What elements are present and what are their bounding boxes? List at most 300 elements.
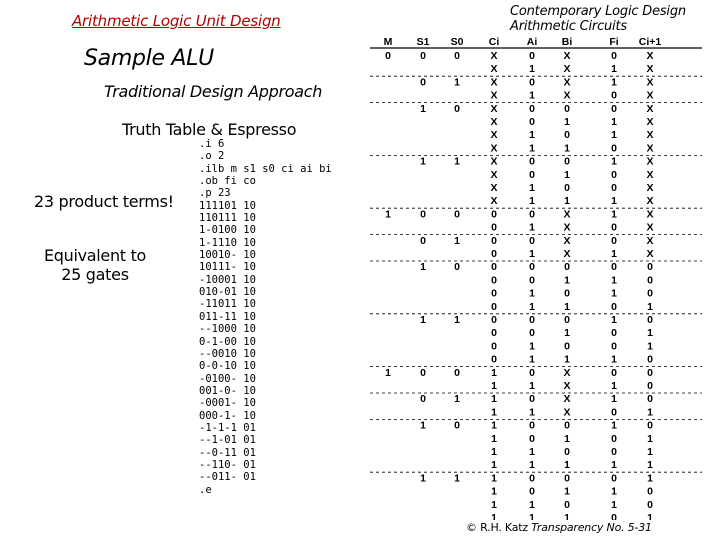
espresso-output: 01 — [243, 434, 256, 447]
table-cell: 1 — [564, 168, 570, 181]
table-cell: X — [563, 89, 571, 102]
table-cell: 0 — [454, 261, 460, 274]
table-cell: 1 — [611, 314, 617, 326]
table-cell: X — [490, 195, 498, 208]
table-cell: 0 — [564, 340, 570, 353]
espresso-line — [199, 286, 332, 298]
espresso-line — [199, 150, 332, 162]
table-cell: 0 — [647, 393, 653, 406]
table-cell: 1 — [454, 155, 460, 168]
table-cell: 0 — [491, 274, 497, 287]
espresso-line — [199, 298, 332, 310]
slide-title: Sample ALU — [84, 46, 214, 71]
table-cell: 1 — [647, 459, 653, 472]
table-cell: 0 — [529, 168, 535, 181]
table-header-cell: Bi — [561, 36, 573, 48]
espresso-term: 110111 — [199, 212, 237, 225]
table-cell: 0 — [491, 314, 497, 326]
espresso-line — [199, 261, 332, 273]
table-cell: 1 — [611, 393, 617, 406]
table-cell: 0 — [647, 314, 653, 326]
slide-subtitle: Traditional Design Approach — [104, 82, 323, 101]
espresso-output: 10 — [243, 212, 256, 225]
table-cell: 0 — [420, 366, 426, 379]
table-cell: 0 — [385, 50, 391, 62]
table-cell: 0 — [611, 512, 617, 520]
table-cell: X — [563, 393, 571, 406]
table-cell: X — [646, 168, 654, 181]
table-cell: 0 — [529, 261, 535, 274]
table-cell: 0 — [647, 261, 653, 274]
espresso-term: 1-0100 — [199, 224, 237, 237]
espresso-output: 10 — [243, 360, 256, 373]
table-cell: 0 — [647, 353, 653, 366]
table-cell: 1 — [529, 182, 535, 194]
table-cell: 0 — [420, 393, 426, 406]
table-cell: 1 — [529, 129, 535, 142]
table-cell: 1 — [491, 406, 497, 419]
espresso-term: --0-11 — [199, 446, 237, 459]
table-cell: 0 — [611, 432, 617, 445]
espresso-line — [199, 200, 332, 212]
footer — [466, 521, 652, 534]
table-cell: 1 — [647, 340, 653, 353]
header-left-title: Arithmetic Logic Unit Design — [72, 12, 281, 30]
table-header-cell: M — [383, 36, 393, 48]
table-cell: 1 — [529, 446, 535, 458]
table-cell: 1 — [647, 300, 653, 313]
espresso-line — [199, 187, 332, 199]
table-cell: 1 — [611, 485, 617, 498]
table-cell: 0 — [529, 116, 535, 128]
table-cell: 0 — [491, 327, 497, 340]
table-cell: X — [646, 129, 654, 142]
espresso-term: --0010 — [199, 347, 237, 360]
table-cell: 0 — [611, 472, 617, 485]
espresso-output: 10 — [243, 298, 256, 311]
espresso-output: 10 — [243, 310, 256, 323]
table-cell: 1 — [564, 274, 570, 287]
table-cell: 1 — [564, 353, 570, 366]
table-cell: 0 — [529, 419, 535, 432]
table-cell: 1 — [385, 208, 391, 221]
footer-author: © R.H. Katz — [466, 521, 528, 534]
table-cell: 0 — [611, 89, 617, 102]
espresso-term: 011-11 — [199, 310, 237, 323]
table-cell: 0 — [564, 102, 570, 115]
table-cell: 0 — [611, 300, 617, 313]
table-cell: X — [490, 142, 498, 155]
table-cell: 0 — [491, 340, 497, 353]
table-cell: 0 — [529, 234, 535, 247]
espresso-term: 10111- — [199, 261, 237, 274]
espresso-line — [199, 410, 332, 422]
table-cell: 0 — [611, 50, 617, 62]
espresso-line — [199, 249, 332, 261]
table-cell: 0 — [529, 485, 535, 498]
espresso-line — [199, 360, 332, 372]
table-cell: X — [646, 50, 654, 62]
table-cell: 0 — [611, 406, 617, 419]
table-cell: 0 — [454, 50, 460, 62]
espresso-output: 10 — [243, 384, 256, 397]
table-cell: X — [646, 89, 654, 102]
product-terms-note: 23 product terms! — [34, 192, 174, 211]
table-cell: X — [646, 155, 654, 168]
espresso-line — [199, 484, 332, 496]
table-cell: 1 — [611, 353, 617, 366]
header-right — [510, 4, 686, 34]
espresso-term: -10001 — [199, 273, 237, 286]
table-cell: 1 — [647, 406, 653, 419]
espresso-output: 10 — [243, 224, 256, 237]
table-cell: 0 — [420, 76, 426, 89]
table-cell: 0 — [564, 182, 570, 194]
table-cell: 0 — [611, 142, 617, 155]
equivalent-gates-note — [30, 246, 160, 284]
espresso-output: 01 — [243, 421, 256, 434]
espresso-line — [199, 323, 332, 335]
table-cell: 1 — [420, 155, 426, 168]
table-cell: 0 — [420, 208, 426, 221]
espresso-line — [199, 373, 332, 385]
table-cell: 1 — [491, 485, 497, 498]
table-cell: X — [646, 234, 654, 247]
table-cell: 1 — [454, 76, 460, 89]
table-cell: 0 — [491, 248, 497, 260]
table-cell: 1 — [647, 446, 653, 458]
espresso-output: 10 — [243, 372, 256, 385]
table-cell: 0 — [647, 274, 653, 287]
table-header-cell: S1 — [416, 36, 430, 48]
table-cell: X — [646, 182, 654, 194]
table-cell: 0 — [564, 419, 570, 432]
table-cell: 1 — [420, 419, 426, 432]
table-cell: X — [646, 116, 654, 128]
espresso-line — [199, 336, 332, 348]
espresso-line — [199, 471, 332, 483]
table-cell: 1 — [529, 287, 535, 300]
table-cell: 1 — [564, 485, 570, 498]
espresso-term: 001-0- — [199, 384, 237, 397]
table-cell: 0 — [611, 221, 617, 234]
table-cell: 0 — [564, 446, 570, 458]
espresso-term: .p 23 — [199, 187, 231, 200]
espresso-term: .e — [199, 483, 212, 496]
table-cell: 1 — [529, 380, 535, 392]
table-cell: 1 — [491, 472, 497, 485]
espresso-term: .ilb m s1 s0 ci ai bi — [199, 162, 332, 175]
table-cell: X — [646, 102, 654, 115]
table-cell: X — [563, 234, 571, 247]
espresso-line — [199, 422, 332, 434]
table-cell: 0 — [529, 472, 535, 485]
table-cell: 1 — [611, 287, 617, 300]
table-cell: 0 — [611, 366, 617, 379]
table-cell: 0 — [529, 208, 535, 221]
table-cell: 0 — [564, 498, 570, 511]
table-cell: 1 — [491, 419, 497, 432]
table-cell: 1 — [611, 498, 617, 511]
table-cell: 0 — [529, 393, 535, 406]
table-cell: 1 — [454, 393, 460, 406]
table-header-cell: Fi — [609, 36, 619, 48]
table-cell: 1 — [529, 248, 535, 260]
table-cell: 0 — [491, 234, 497, 247]
espresso-term: 111101 — [199, 199, 237, 212]
table-cell: 0 — [491, 300, 497, 313]
table-cell: X — [563, 50, 571, 62]
table-cell: X — [490, 89, 498, 102]
table-cell: 0 — [564, 314, 570, 326]
table-cell: 1 — [454, 472, 460, 485]
table-cell: 1 — [529, 498, 535, 511]
table-cell: 1 — [529, 512, 535, 520]
table-cell: X — [646, 208, 654, 221]
table-cell: 1 — [611, 459, 617, 472]
table-cell: 1 — [647, 472, 653, 485]
espresso-line — [199, 212, 332, 224]
table-cell: 0 — [454, 102, 460, 115]
footer-transparency: Transparency No. 5-31 — [531, 521, 652, 534]
table-cell: 0 — [491, 353, 497, 366]
table-cell: 1 — [611, 76, 617, 89]
table-cell: 1 — [611, 63, 617, 76]
table-cell: 0 — [564, 261, 570, 274]
table-cell: X — [490, 50, 498, 62]
table-cell: 1 — [529, 353, 535, 366]
table-cell: 0 — [611, 102, 617, 115]
espresso-line — [199, 138, 332, 150]
table-cell: 1 — [491, 512, 497, 520]
table-cell: 1 — [529, 221, 535, 234]
table-cell: 1 — [491, 498, 497, 511]
table-cell: 0 — [454, 366, 460, 379]
table-cell: 1 — [529, 300, 535, 313]
table-cell: 0 — [611, 446, 617, 458]
table-cell: 0 — [611, 182, 617, 194]
header-right-line1: Contemporary Logic Design — [510, 4, 686, 19]
espresso-line — [199, 459, 332, 471]
table-cell: 1 — [611, 116, 617, 128]
table-cell: 1 — [420, 102, 426, 115]
espresso-output: 10 — [243, 236, 256, 249]
table-cell: X — [563, 406, 571, 419]
espresso-output: 10 — [243, 286, 256, 299]
table-cell: 1 — [611, 129, 617, 142]
table-cell: 0 — [491, 221, 497, 234]
table-cell: 1 — [529, 63, 535, 76]
espresso-line — [199, 237, 332, 249]
table-cell: 1 — [529, 459, 535, 472]
table-cell: X — [490, 76, 498, 89]
table-cell: 1 — [529, 142, 535, 155]
table-cell: X — [646, 195, 654, 208]
table-cell: 1 — [420, 314, 426, 326]
table-cell: X — [563, 221, 571, 234]
table-cell: X — [490, 129, 498, 142]
table-cell: 1 — [420, 472, 426, 485]
espresso-output: 10 — [243, 249, 256, 262]
espresso-term: --1-01 — [199, 434, 237, 447]
table-cell: 1 — [529, 340, 535, 353]
table-cell: 0 — [529, 50, 535, 62]
espresso-output: 01 — [243, 471, 256, 484]
espresso-output: 10 — [243, 409, 256, 422]
table-cell: 0 — [529, 314, 535, 326]
table-cell: 0 — [564, 472, 570, 485]
table-cell: X — [490, 102, 498, 115]
table-cell: X — [563, 208, 571, 221]
table-cell: 1 — [611, 274, 617, 287]
table-header-cell: Ci+1 — [638, 36, 662, 48]
table-cell: 1 — [491, 380, 497, 392]
table-cell: 0 — [611, 340, 617, 353]
espresso-output: 10 — [243, 397, 256, 410]
table-cell: 0 — [647, 287, 653, 300]
espresso-term: 000-1- — [199, 409, 237, 422]
espresso-term: -11011 — [199, 298, 237, 311]
table-cell: 1 — [611, 248, 617, 260]
espresso-term: .o 2 — [199, 150, 225, 163]
espresso-line — [199, 397, 332, 409]
table-cell: 0 — [647, 380, 653, 392]
table-cell: 1 — [564, 142, 570, 155]
table-cell: 0 — [529, 76, 535, 89]
table-cell: 1 — [564, 459, 570, 472]
table-cell: 0 — [647, 419, 653, 432]
espresso-term: --110- — [199, 458, 237, 471]
espresso-output: 01 — [243, 458, 256, 471]
espresso-output: 10 — [243, 199, 256, 212]
table-cell: 1 — [564, 116, 570, 128]
table-cell: X — [646, 248, 654, 260]
espresso-line — [199, 434, 332, 446]
espresso-term: 10010- — [199, 249, 237, 262]
table-cell: 1 — [611, 419, 617, 432]
espresso-output: 10 — [243, 323, 256, 336]
table-cell: 1 — [454, 314, 460, 326]
table-cell: X — [563, 380, 571, 392]
table-cell: X — [563, 366, 571, 379]
section-heading: Truth Table & Espresso — [122, 120, 297, 139]
table-cell: 0 — [564, 155, 570, 168]
table-cell: 1 — [611, 380, 617, 392]
table-cell: 0 — [647, 498, 653, 511]
espresso-term: --011- — [199, 471, 237, 484]
table-cell: 0 — [647, 366, 653, 379]
table-cell: X — [490, 63, 498, 76]
espresso-term: -0001- — [199, 397, 237, 410]
table-cell: 1 — [420, 261, 426, 274]
table-cell: 0 — [491, 261, 497, 274]
espresso-line — [199, 311, 332, 323]
espresso-term: 010-01 — [199, 286, 237, 299]
table-cell: 0 — [529, 102, 535, 115]
table-cell: X — [646, 76, 654, 89]
table-cell: 1 — [491, 459, 497, 472]
espresso-term: 0-1-00 — [199, 335, 237, 348]
equivalent-line2: 25 gates — [61, 265, 129, 284]
espresso-term: --1000 — [199, 323, 237, 336]
table-cell: 1 — [647, 512, 653, 520]
table-cell: X — [563, 76, 571, 89]
table-cell: 1 — [564, 327, 570, 340]
table-cell: X — [563, 248, 571, 260]
truth-table — [366, 36, 706, 520]
table-cell: 0 — [611, 234, 617, 247]
table-cell: 0 — [454, 419, 460, 432]
espresso-term: .i 6 — [199, 138, 225, 150]
table-cell: 1 — [611, 155, 617, 168]
table-cell: X — [646, 142, 654, 155]
table-cell: X — [563, 63, 571, 76]
table-cell: 1 — [564, 432, 570, 445]
espresso-term: .ob fi co — [199, 175, 256, 188]
espresso-output: 10 — [243, 273, 256, 286]
table-cell: 1 — [611, 208, 617, 221]
table-cell: 0 — [420, 50, 426, 62]
table-cell: 0 — [564, 287, 570, 300]
table-cell: 1 — [647, 432, 653, 445]
espresso-term: -1-1-1 — [199, 421, 237, 434]
table-cell: X — [490, 116, 498, 128]
table-header-cell: Ci — [488, 36, 500, 48]
table-cell: 0 — [611, 261, 617, 274]
table-cell: 1 — [564, 512, 570, 520]
table-cell: 1 — [454, 234, 460, 247]
espresso-term: 0-0-10 — [199, 360, 237, 373]
table-cell: 0 — [454, 208, 460, 221]
table-cell: 1 — [491, 393, 497, 406]
espresso-term: 1-1110 — [199, 236, 237, 249]
table-cell: 0 — [529, 155, 535, 168]
table-cell: X — [490, 168, 498, 181]
table-cell: 0 — [529, 327, 535, 340]
table-cell: X — [490, 155, 498, 168]
table-cell: 1 — [564, 195, 570, 208]
table-cell: 1 — [647, 327, 653, 340]
table-cell: 0 — [491, 287, 497, 300]
table-cell: 1 — [529, 89, 535, 102]
table-cell: 0 — [420, 234, 426, 247]
table-cell: 0 — [529, 366, 535, 379]
header-right-line2: Arithmetic Circuits — [510, 19, 627, 34]
espresso-output: 10 — [243, 261, 256, 274]
table-cell: 0 — [611, 168, 617, 181]
table-cell: 1 — [491, 432, 497, 445]
espresso-output: 01 — [243, 446, 256, 459]
espresso-output: 10 — [243, 335, 256, 348]
espresso-line — [199, 163, 332, 175]
table-header-cell: Ai — [526, 36, 538, 48]
table-cell: 0 — [647, 485, 653, 498]
table-cell: 0 — [564, 129, 570, 142]
table-cell: X — [646, 63, 654, 76]
table-cell: X — [490, 182, 498, 194]
table-cell: 1 — [529, 406, 535, 419]
table-cell: 1 — [491, 366, 497, 379]
espresso-line — [199, 385, 332, 397]
table-cell: 1 — [385, 366, 391, 379]
espresso-line — [199, 447, 332, 459]
table-cell: 1 — [564, 300, 570, 313]
espresso-term: -0100- — [199, 372, 237, 385]
table-cell: 1 — [611, 195, 617, 208]
espresso-line — [199, 274, 332, 286]
espresso-line — [199, 175, 332, 187]
table-cell: 1 — [491, 446, 497, 458]
